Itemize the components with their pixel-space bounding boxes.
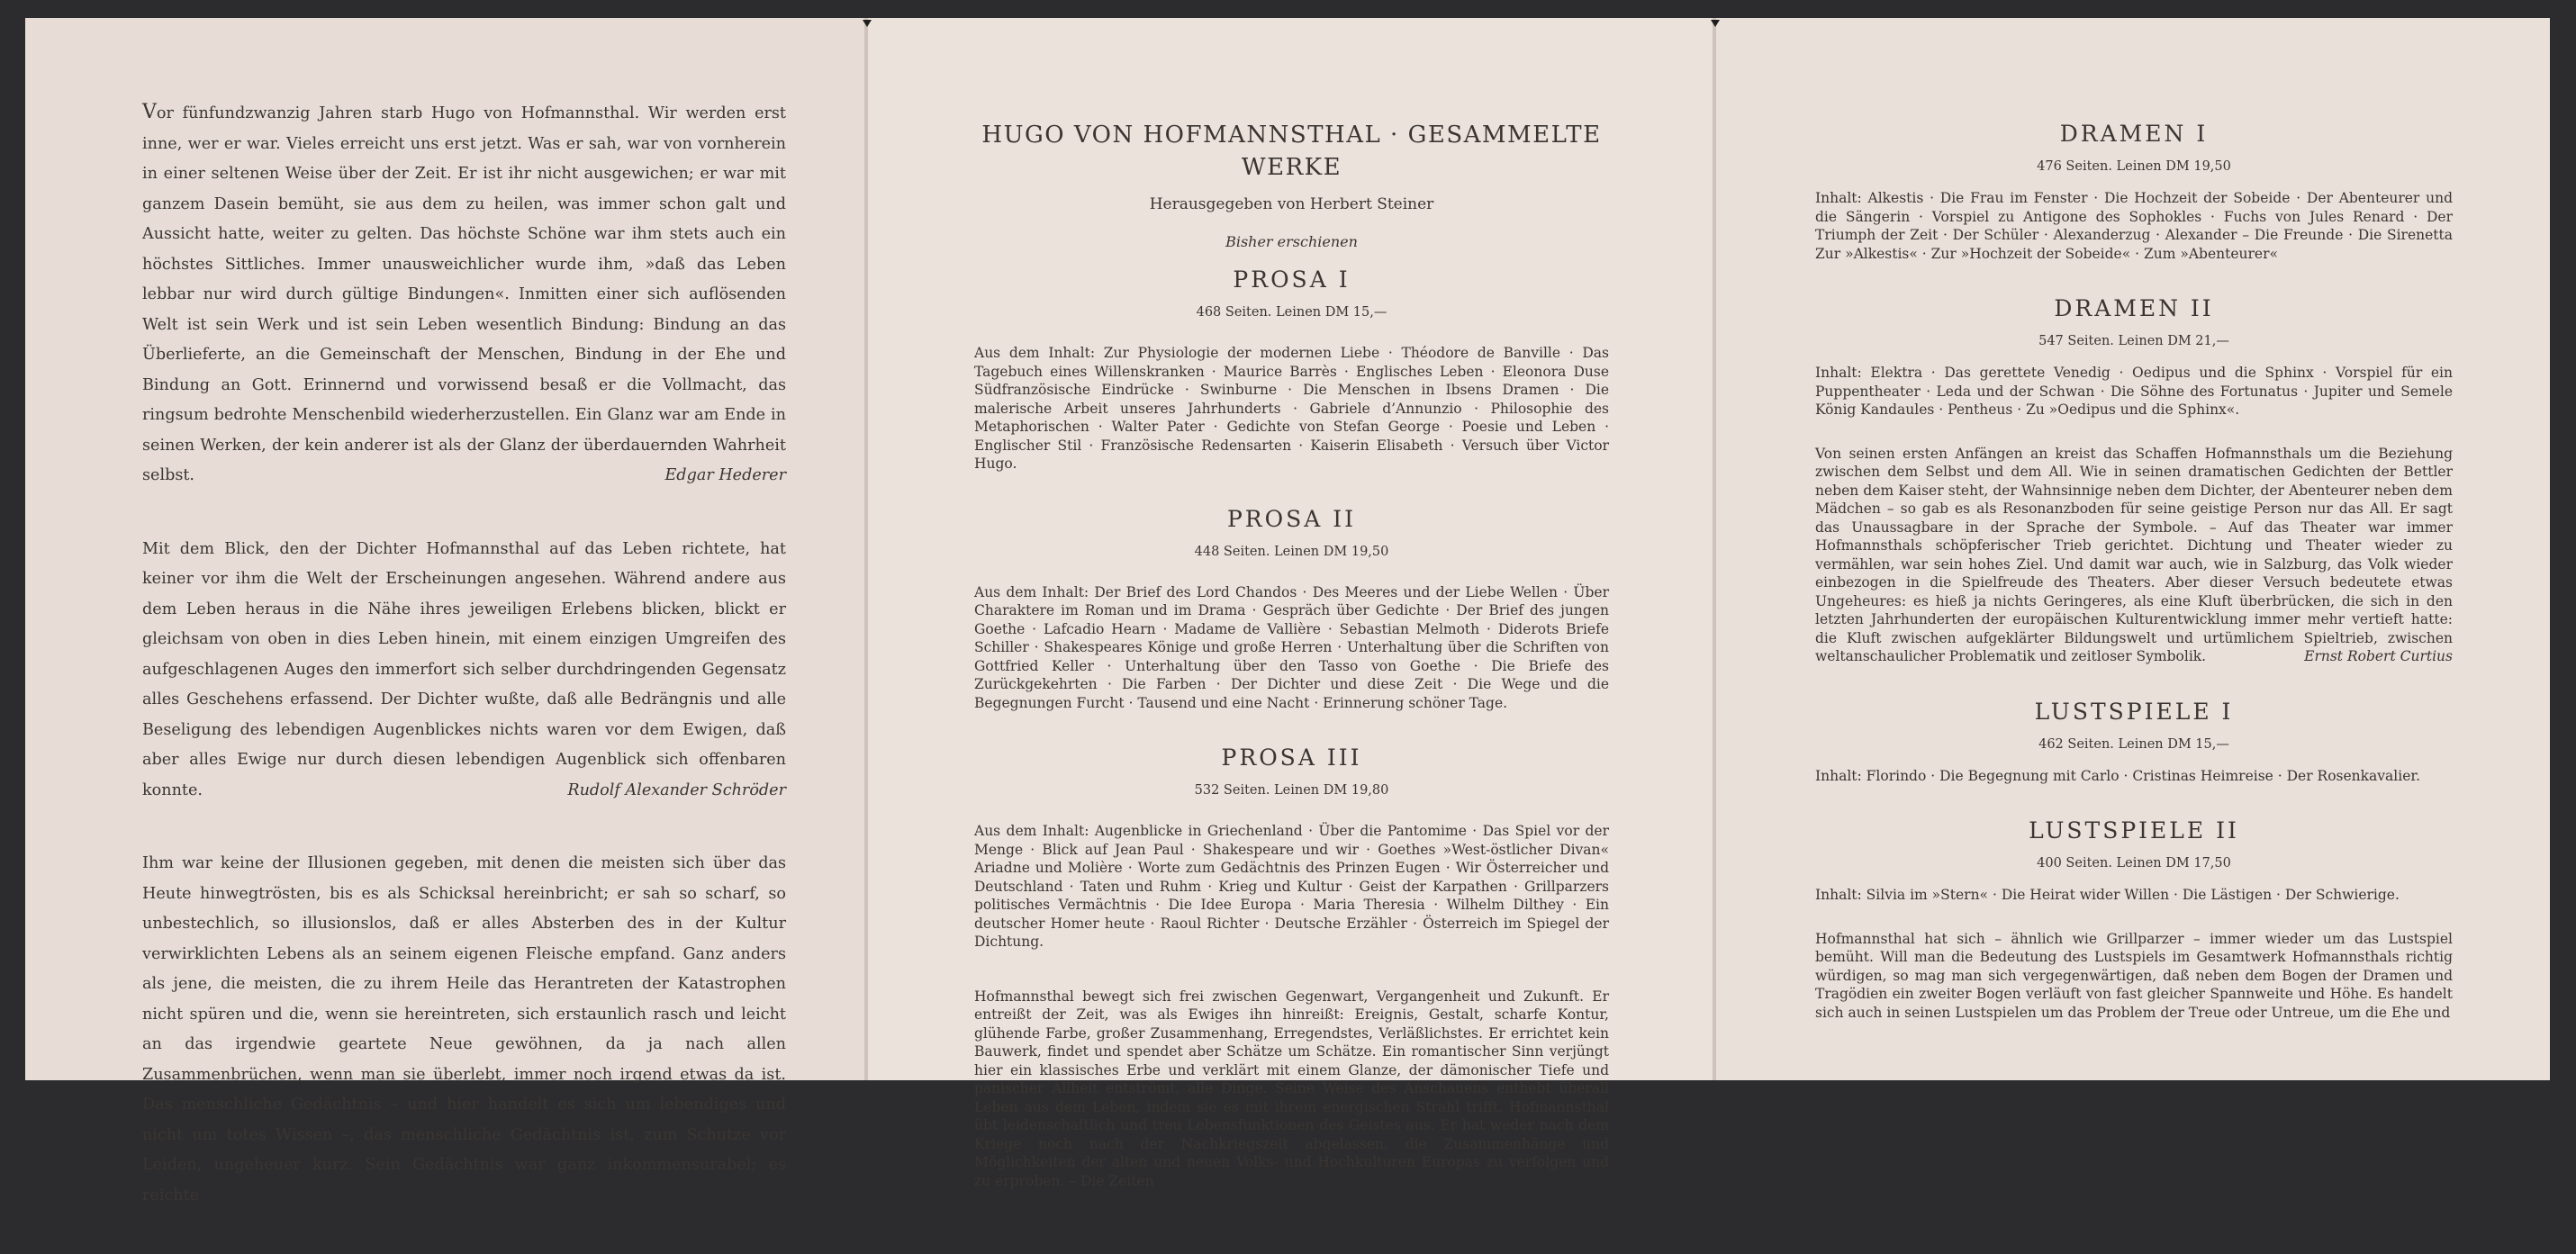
quote-third: [142, 849, 786, 1211]
published-note: Bisher erschienen: [1225, 233, 1358, 250]
volume-pages: 400 Seiten. Leinen DM 17,50: [2037, 856, 2231, 871]
quote-text: Ihm war keine der Illusionen gegeben, mit denen die meisten sich über das Heute hinwegtrösten, bis es als Schicksal hereinbricht; er sah so scharf, so unbestechlich, so illusionslos, daß er alles Absterben des in der Kultur verwirklichten Lebens als an seinem eigenen Fleische empfand. Ganz anders als jene, die meisten, die zu ihrem Heile das Herantreten der Katastrophen nicht spüren und die, wenn sie hereintreten, sich erstaunlich rasch und leicht an das irgendwie geartete Neue gewöhnen, da ja nach allen Zusammenbrüchen, wenn man sie überlebt, immer noch irgend etwas da ist. Das menschliche Gedächtnis – und hier handelt es sich um lebendiges und nicht um totes Wissen –, das menschliche Gedächtnis ist, zum Schutze vor Leiden, ungeheuer kurz. Sein Gedächtnis war ganz inkommensurabel; es reichte: [142, 854, 786, 1204]
closing-text: Hofmannsthal bewegt sich frei zwischen Gegenwart, Vergangenheit und Zukunft. Er entreißt der Zeit, was als Ewiges ihn hinreißt: Ereignis, Gestalt, scharfe Kontur, glühende Farbe, großer Zusammenhang, Erregendstes, Verläßlichstes. Er errichtet kein Bauwerk, findet und spendet aber Schätze um Schätze. Ein romantischer Sinn verjüngt hier ein klassisches Erbe und verklärt mit einem Glanze, der dämonischer Tiefe und panischer Allheit entströmt, alle Dinge. Seine Weise des Anschauens enthebt überall Leben aus dem Leben, indem sie es mit ihrem energischen Strahl trifft. Hofmannsthal übt leidenschaftlich und treu Lebensfunktionen des Geistes aus. Er hat weder nach dem Kriege noch nach der Nachkriegszeit abgelassen, die Zusammenhänge und Möglichkeiten der alten und neuen Volks- und Hochkulturen Europas zu verfolgen und zu erproben. – Die Zeiten: [974, 988, 1609, 1189]
series-title: HUGO VON HOFMANNSTHAL · GESAMMELTE WERKE: [981, 122, 1602, 181]
volume-prosa-3: [974, 743, 1609, 952]
volume-title: PROSA II: [1226, 505, 1357, 532]
volume-pages: 532 Seiten. Leinen DM 19,80: [1194, 783, 1389, 798]
volume-pages: 468 Seiten. Leinen DM 15,—: [1196, 305, 1387, 320]
initial-letter: V: [142, 101, 157, 123]
volume-contents: Inhalt: Silvia im »Stern« · Die Heirat wider Willen · Die Lästigen · Der Schwierige.: [1815, 887, 2400, 903]
volume-pages: 547 Seiten. Leinen DM 21,—: [2038, 334, 2229, 348]
quote-author: Ernst Robert Curtius: [2304, 648, 2453, 664]
middle-panel: [868, 18, 1713, 1189]
volume-contents: Aus dem Inhalt: Zur Physiologie der modernen Liebe · Théodore de Banville · Das Tagebuch eines Willenskranken · Maurice Barrès · Englisches Leben · Eleonora Duse Südfranzösische Eindrücke · Swinburne · Die Menschen in Ibsens Dramen · Die malerische Arbeit unseres Jahrhunderts · Gabriele d’Annunzio · Philosophie des Metaphorischen · Walter Pater · Gedichte von Stefan George · Poesie und Leben · Englischer Stil · Französische Redensarten · Kaiserin Elisabeth · Versuch über Victor Hugo.: [974, 345, 1609, 472]
fold-mark: [1711, 20, 1720, 27]
fold-mark: [863, 20, 872, 27]
volume-title: LUSTSPIELE II: [2029, 817, 2239, 844]
essay-column: [142, 97, 786, 1254]
volume-title: PROSA III: [1221, 744, 1362, 771]
right-panel: [1716, 18, 2550, 1080]
closing-text: Hofmannsthal hat sich – ähnlich wie Grillparzer – immer wieder um das Lustspiel bemüht. Will man die Bedeutung des Lustspiels im Gesamtwerk Hofmannsthals richtig würdigen, so mag man sich vergegenwärtigen, daß neben dem Bogen der Dramen und Tragödien ein zweiter Bogen verläuft von fast gleicher Spannweite und Höhe. Es handelt sich auch in seinen Lustspielen um das Problem der Treue oder Untreue, um die Ehe und: [1815, 930, 2453, 1021]
curtius-quote: [1815, 445, 2453, 666]
catalog-column: [974, 119, 1609, 1190]
quote-author: Edgar Hederer: [664, 466, 786, 484]
volume-pages: 476 Seiten. Leinen DM 19,50: [2037, 159, 2231, 174]
volume-contents: Inhalt: Elektra · Das gerettete Venedig · Oedipus und die Sphinx · Vorspiel für ein Puppentheater · Leda und der Schwan · Die Söhne des Fortunatus · Jupiter und Semele König Kandaules · Pentheus · Zu »Oedipus und die Sphinx«.: [1815, 365, 2453, 418]
catalog-column-right: [1815, 119, 2453, 1022]
volume-contents: Inhalt: Florindo · Die Begegnung mit Carlo · Cristinas Heimreise · Der Rosenkavalier.: [1815, 767, 2421, 784]
volume-prosa-1: [974, 265, 1609, 474]
volume-contents: Aus dem Inhalt: Augenblicke in Griechenland · Über die Pantomime · Das Spiel vor der Menge · Blick auf Jean Paul · Shakespeare und wir · Goethes »West-östlicher Divan« Ariadne und Molière · Worte zum Gedächtnis des Prinzen Eugen · Wir Österreicher und Deutschland · Taten und Ruhm · Krieg und Kultur · Geist der Karpathen · Grillparzers politisches Vermächtnis · Die Idee Europa · Maria Theresia · Wilhelm Dilthey · Ein deutscher Homer heute · Raoul Richter · Deutsche Erzähler · Österreich im Spiegel der Dichtung.: [974, 823, 1609, 950]
quote-text: Mit dem Blick, den der Dichter Hofmannsthal auf das Leben richtete, hat keiner vor ihm die Welt der Erscheinungen angesehen. Während andere aus dem Leben heraus in die Nähe ihres jeweiligen Erlebens blicken, blickt er gleichsam von oben in dies Leben hinein, mit einem einzigen Umgreifen des aufgeschlagenen Auges den immerfort sich selber durchdringenden Gegensatz alles Geschehens erfassend. Der Dichter wußte, daß alle Bedrängnis und alle Beseligung des lebendigen Augenblickes nichts waren vor dem Ewigen, daß aber alles Ewige nur durch diesen lebendigen Augenblick sich offenbaren konnte.: [142, 539, 786, 799]
volume-title: LUSTSPIELE I: [2034, 698, 2234, 725]
volume-lustspiele-1: [1815, 697, 2453, 786]
volume-contents: Aus dem Inhalt: Der Brief des Lord Chandos · Des Meeres und der Liebe Wellen · Über Charaktere im Roman und im Drama · Gespräch über Gedichte · Der Brief des jungen Goethe · Lafcadio Hearn · Madame de Vallière · Sebastian Melmoth · Diderots Briefe Schiller · Shakespeares Könige und große Herren · Unterhaltung über die Schriften von Gottfried Keller · Unterhaltung über den Tasso von Goethe · Die Briefe des Zurückgekehrten · Die Farben · Der Dichter und diese Zeit · Die Wege und die Begegnungen Furcht · Tausend und eine Nacht · Erinnerung schöner Tage.: [974, 583, 1609, 711]
volume-lustspiele-2: [1815, 816, 2453, 905]
quote-schroeder: [142, 535, 786, 807]
volume-pages: 462 Seiten. Leinen DM 15,—: [2038, 736, 2229, 752]
volume-title: DRAMEN II: [2054, 295, 2214, 321]
editor-line: Herausgegeben von Herbert Steiner: [1149, 195, 1434, 213]
quote-text: or fünfundzwanzig Jahren starb Hugo von Hofmannsthal. Wir werden erst inne, wer er war. Vieles erreicht uns erst jetzt. Was er sah, war von vornherein in einer seltenen Weise über der Zeit. Er ist ihr nicht ausgewichen; er war mit ganzem Dasein bemüht, sie aus dem zu heilen, was immer schon galt und Aussicht hatte, weiter zu gelten. Das höchste Schöne war ihm stets auch ein höchstes Sittliches. Immer unausweichlicher wurde ihm, »daß das Leben lebbar nur wird durch gültige Bindungen«. Inmitten einer sich auflösenden Welt ist sein Werk und ist sein Leben wesentlich Bindung: Bindung an das Überlieferte, an die Gemeinschaft der Menschen, Bindung in der Ehe und Bindung an Gott. Erinnernd und vorwissend besaß er die Vollmacht, das ringsum bedrohte Menschenbild wiederherzustellen. Ein Glanz war am Ende in seinen Werken, der kein anderer ist als der Glanz der überdauernden Wahrheit selbst.: [142, 104, 786, 484]
quote-text: Von seinen ersten Anfängen an kreist das Schaffen Hofmannsthals um die Beziehung zwischen dem Selbst und dem All. Wie in seinen dramatischen Gedichten der Bettler neben dem Kaiser steht, der Wahnsinnige neben dem Dichter, der Abenteurer neben dem Mädchen – so gab es als Resonanzboden für seine geistige Person nur das All. Er sagt das Unaussagbare in der Sprache der Symbole. – Auf das Theater war immer Hofmannsthals schöpferischer Trieb gerichtet. Dichtung und Theater wieder zu vermählen, war sein hohes Ziel. Und damit war auch, wie in Salzburg, das Volk wieder einbezogen in die Spielfreude des Theaters. Aber dieser Versuch bedeutete etwas Ungeheures: es hieß ja nichts Geringeres, als eine Kluft überbrücken, die sich in den letzten Jahrhunderten der europäischen Kulturentwicklung immer mehr vertieft hatte: die Kluft zwischen aufgeklärter Bildungswelt und urtümlichem Spieltrieb, zwischen weltanschaulicher Problematik und zeitloser Symbolik.: [1815, 445, 2453, 664]
volume-prosa-2: [974, 504, 1609, 713]
volume-contents: Inhalt: Alkestis · Die Frau im Fenster · Die Hochzeit der Sobeide · Der Abenteurer und die Sängerin · Vorspiel zu Antigone des Sophokles · Fuchs von Jules Renard · Der Triumph der Zeit · Der Schüler · Alexanderzug · Alexander – Die Freunde · Die Sirenetta Zur »Alkestis« · Zur »Hochzeit der Sobeide« · Zum »Abenteurer«: [1815, 190, 2453, 262]
volume-title: DRAMEN I: [2059, 121, 2209, 147]
quote-author: Rudolf Alexander Schröder: [567, 780, 786, 799]
volume-dramen-1: [1815, 119, 2453, 263]
volume-title: PROSA I: [1233, 266, 1351, 293]
volume-pages: 448 Seiten. Leinen DM 19,50: [1194, 544, 1389, 559]
quote-hederer: [142, 97, 786, 492]
left-panel: [25, 18, 864, 1204]
volume-dramen-2: [1815, 293, 2453, 420]
